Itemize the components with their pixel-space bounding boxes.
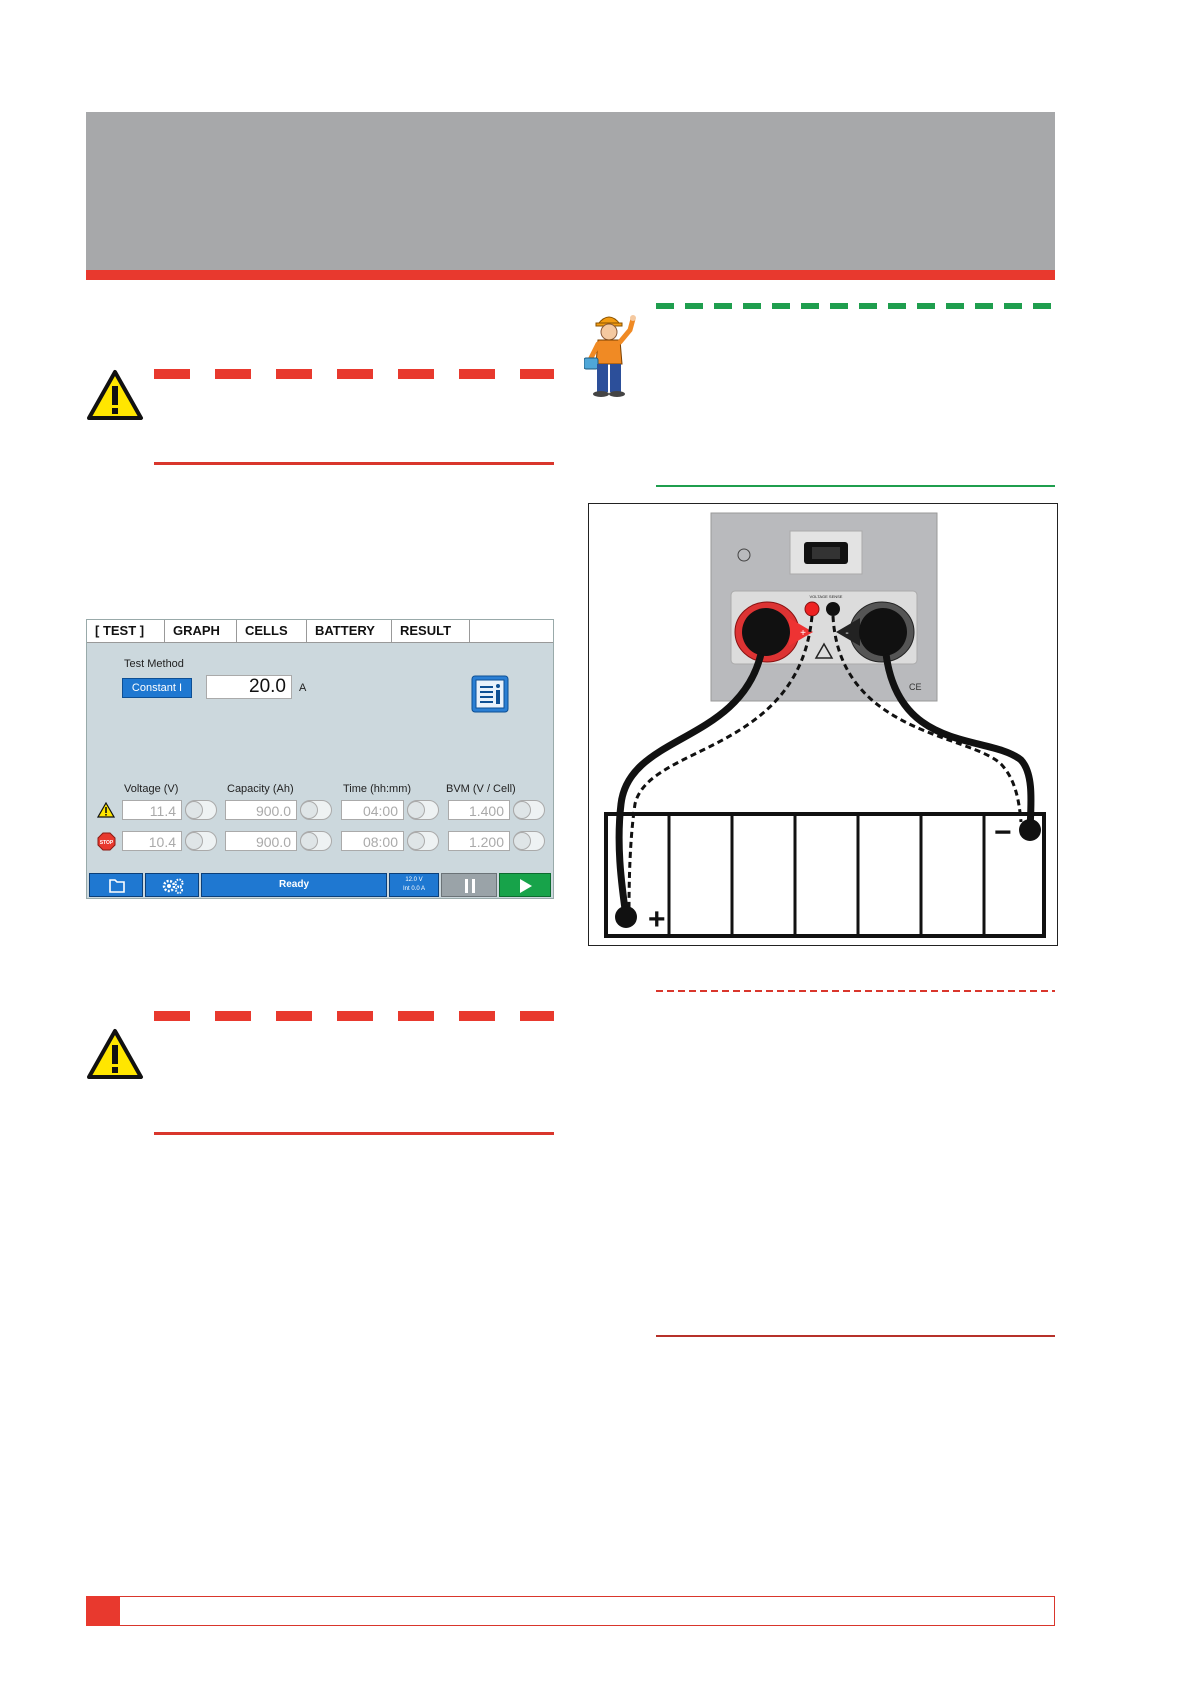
pause-button[interactable] [441, 873, 497, 897]
settings-button[interactable] [145, 873, 199, 897]
stop-icon-text: STOP [99, 840, 114, 846]
current-setpoint-input[interactable]: 20.0 [206, 675, 292, 699]
gears-icon [161, 877, 185, 895]
warning-voltage-toggle[interactable] [185, 800, 217, 820]
tip-top-dashes [656, 303, 1055, 309]
app-screenshot [86, 619, 554, 899]
voltage-sense-label: VOLTAGE SENSE [809, 594, 843, 599]
warning-bvm-toggle[interactable] [513, 800, 545, 820]
connection-diagram [588, 503, 1058, 946]
status-text: Ready [201, 873, 387, 897]
warning-capacity-toggle[interactable] [300, 800, 332, 820]
warning-icon [86, 1028, 144, 1080]
warning-time-toggle[interactable] [407, 800, 439, 820]
col-capacity: Capacity (Ah) [227, 783, 294, 795]
note-bottom-line [656, 1335, 1055, 1337]
warning-capacity-input[interactable]: 900.0 [225, 800, 297, 820]
readout-voltage: 12.0 V [405, 877, 423, 883]
warning2-bottom-line [154, 1132, 554, 1135]
tab-result[interactable]: RESULT [392, 620, 470, 642]
stop-capacity-input[interactable]: 900.0 [225, 831, 297, 851]
stop-time-toggle[interactable] [407, 831, 439, 851]
tab-cells[interactable]: CELLS [237, 620, 307, 642]
col-bvm: BVM (V / Cell) [446, 783, 516, 795]
warning2-top-dashes [154, 1011, 554, 1021]
battery [606, 814, 1044, 936]
plus-terminal [742, 608, 790, 656]
stop-voltage-toggle[interactable] [185, 831, 217, 851]
minus-terminal-mark: - [845, 628, 849, 639]
tab-graph[interactable]: GRAPH [165, 620, 237, 642]
readout-panel [389, 873, 439, 897]
info-icon[interactable] [471, 675, 509, 713]
pause-icon [462, 879, 478, 893]
warning-voltage-input[interactable]: 11.4 [122, 800, 182, 820]
stop-capacity-toggle[interactable] [300, 831, 332, 851]
plus-terminal-mark: + [800, 628, 806, 639]
folder-icon [109, 878, 125, 893]
minus-terminal [859, 608, 907, 656]
note-top-dashes [656, 990, 1055, 992]
footer-page-marker [86, 1596, 120, 1626]
stop-bvm-input[interactable]: 1.200 [448, 831, 510, 851]
header-red-stripe [86, 270, 1055, 280]
status-bar [89, 873, 551, 897]
diagram-svg [589, 504, 1057, 945]
current-unit: A [299, 682, 307, 694]
constant-i-button[interactable]: Constant I [122, 678, 192, 698]
tab-test[interactable]: [ TEST ] [87, 620, 165, 642]
sense-plus-jack [805, 602, 819, 616]
test-method-label: Test Method [124, 658, 184, 670]
technician-icon [584, 310, 644, 402]
battery-minus-label: − [994, 816, 1012, 849]
col-time: Time (hh:mm) [343, 783, 412, 795]
stop-bvm-toggle[interactable] [513, 831, 545, 851]
tab-battery[interactable]: BATTERY [307, 620, 392, 642]
warning-bvm-input[interactable]: 1.400 [448, 800, 510, 820]
stop-time-input[interactable]: 08:00 [341, 831, 404, 851]
warning-time-input[interactable]: 04:00 [341, 800, 404, 820]
footer-bar [86, 1596, 1055, 1626]
tip-bottom-line [656, 485, 1055, 487]
warning-top-dashes [154, 369, 554, 379]
folder-button[interactable] [89, 873, 143, 897]
header-band [86, 112, 1055, 270]
play-icon [519, 879, 533, 893]
readout-current: Int 0.0 A [402, 886, 426, 892]
battery-plus-label: + [648, 903, 666, 936]
warning-icon [86, 369, 144, 421]
battery-minus-clamp [1019, 819, 1041, 841]
ce-mark: CE [909, 682, 922, 692]
warning-bottom-line [154, 462, 554, 465]
col-voltage: Voltage (V) [124, 783, 179, 795]
tab-bar [87, 620, 553, 643]
stop-voltage-input[interactable]: 10.4 [122, 831, 182, 851]
battery-plus-clamp [615, 906, 637, 928]
start-button[interactable] [499, 873, 551, 897]
warning-level-icon [97, 802, 115, 818]
sense-minus-jack [826, 602, 840, 616]
stop-icon [97, 832, 116, 851]
